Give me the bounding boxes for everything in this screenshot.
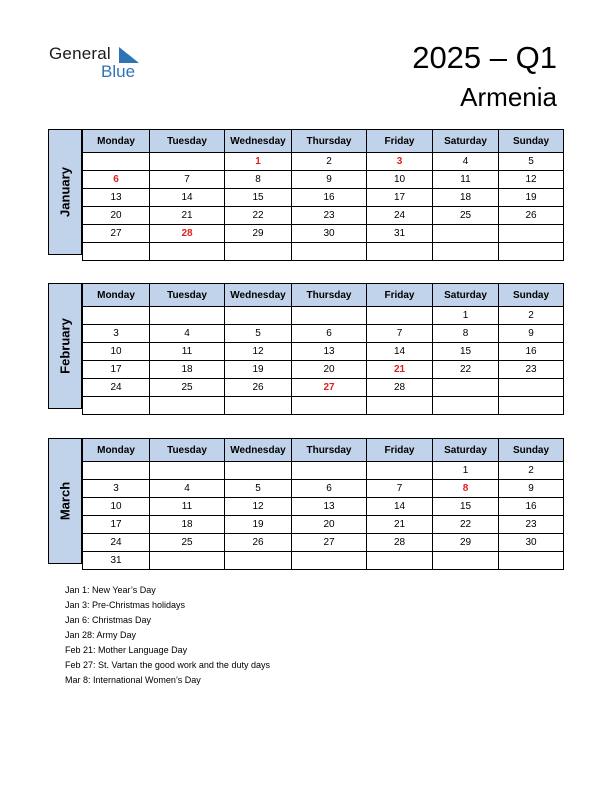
weekday-header: Friday xyxy=(367,439,433,462)
day-cell: 8 xyxy=(433,325,499,343)
day-cell: 18 xyxy=(150,516,225,534)
day-cell xyxy=(433,379,499,397)
day-cell xyxy=(499,397,564,415)
day-cell: 10 xyxy=(83,343,150,361)
day-cell: 24 xyxy=(367,207,433,225)
day-cell: 10 xyxy=(367,171,433,189)
day-cell: 17 xyxy=(83,361,150,379)
day-cell xyxy=(499,552,564,570)
day-cell: 16 xyxy=(499,343,564,361)
day-cell: 28 xyxy=(150,225,225,243)
day-cell xyxy=(367,552,433,570)
weekday-header: Wednesday xyxy=(225,439,292,462)
day-cell xyxy=(292,307,367,325)
weekday-header: Sunday xyxy=(499,130,564,153)
logo-blue-text: Blue xyxy=(101,62,136,81)
week-row xyxy=(83,171,564,189)
day-cell: 30 xyxy=(292,225,367,243)
week-row xyxy=(83,379,564,397)
calendar-table xyxy=(82,438,564,570)
day-cell: 5 xyxy=(225,325,292,343)
day-cell: 15 xyxy=(225,189,292,207)
day-cell: 25 xyxy=(150,379,225,397)
day-cell xyxy=(433,397,499,415)
day-cell xyxy=(433,243,499,261)
weekday-header: Saturday xyxy=(433,439,499,462)
day-cell: 28 xyxy=(367,379,433,397)
week-row xyxy=(83,325,564,343)
day-cell xyxy=(292,397,367,415)
weekday-header: Tuesday xyxy=(150,439,225,462)
day-cell xyxy=(367,243,433,261)
day-cell: 1 xyxy=(225,153,292,171)
day-cell: 24 xyxy=(83,379,150,397)
holiday-note: Jan 1: New Year’s Day xyxy=(65,585,156,595)
day-cell: 16 xyxy=(292,189,367,207)
day-cell: 25 xyxy=(433,207,499,225)
holiday-note: Mar 8: International Women’s Day xyxy=(65,675,201,685)
day-cell: 5 xyxy=(499,153,564,171)
day-cell xyxy=(83,397,150,415)
day-cell: 8 xyxy=(225,171,292,189)
week-row xyxy=(83,498,564,516)
day-cell: 20 xyxy=(292,361,367,379)
weekday-header: Friday xyxy=(367,284,433,307)
day-cell xyxy=(150,397,225,415)
day-cell: 17 xyxy=(83,516,150,534)
day-cell: 11 xyxy=(150,343,225,361)
day-cell xyxy=(367,307,433,325)
day-cell: 3 xyxy=(83,480,150,498)
day-cell xyxy=(292,243,367,261)
page-title: 2025 – Q1 xyxy=(412,40,557,75)
day-cell: 20 xyxy=(292,516,367,534)
holiday-note: Jan 28: Army Day xyxy=(65,630,137,640)
day-cell: 11 xyxy=(150,498,225,516)
day-cell: 14 xyxy=(367,498,433,516)
day-cell: 6 xyxy=(292,480,367,498)
week-row xyxy=(83,343,564,361)
day-cell: 23 xyxy=(292,207,367,225)
day-cell: 19 xyxy=(225,516,292,534)
day-cell: 9 xyxy=(499,325,564,343)
weekday-header: Monday xyxy=(83,130,150,153)
brand-logo xyxy=(49,44,149,84)
day-cell: 17 xyxy=(367,189,433,207)
day-cell: 12 xyxy=(225,498,292,516)
day-cell xyxy=(433,225,499,243)
day-cell: 15 xyxy=(433,498,499,516)
day-cell: 4 xyxy=(150,325,225,343)
day-cell: 28 xyxy=(367,534,433,552)
day-cell: 26 xyxy=(499,207,564,225)
month-label xyxy=(48,438,82,564)
week-row xyxy=(83,480,564,498)
day-cell: 12 xyxy=(499,171,564,189)
day-cell: 27 xyxy=(83,225,150,243)
day-cell xyxy=(225,462,292,480)
logo-triangle-icon xyxy=(119,47,139,63)
calendar-table xyxy=(82,283,564,415)
day-cell: 21 xyxy=(367,361,433,379)
weekday-header: Sunday xyxy=(499,439,564,462)
day-cell: 18 xyxy=(433,189,499,207)
holiday-note: Feb 27: St. Vartan the good work and the duty days xyxy=(65,660,270,670)
day-cell: 21 xyxy=(367,516,433,534)
month-january xyxy=(48,129,563,255)
day-cell: 29 xyxy=(433,534,499,552)
day-cell: 27 xyxy=(292,379,367,397)
weekday-header: Tuesday xyxy=(150,130,225,153)
country-name: Armenia xyxy=(460,82,557,112)
day-cell: 1 xyxy=(433,462,499,480)
day-cell: 7 xyxy=(150,171,225,189)
day-cell: 26 xyxy=(225,534,292,552)
month-label xyxy=(48,129,82,255)
week-row xyxy=(83,189,564,207)
day-cell: 6 xyxy=(292,325,367,343)
day-cell: 9 xyxy=(499,480,564,498)
day-cell xyxy=(150,153,225,171)
day-cell xyxy=(292,552,367,570)
day-cell: 14 xyxy=(150,189,225,207)
day-cell xyxy=(499,225,564,243)
holiday-notes xyxy=(65,583,270,688)
week-row xyxy=(83,243,564,261)
day-cell: 22 xyxy=(433,361,499,379)
day-cell: 13 xyxy=(83,189,150,207)
day-cell: 16 xyxy=(499,498,564,516)
day-cell: 21 xyxy=(150,207,225,225)
day-cell: 19 xyxy=(225,361,292,379)
day-cell xyxy=(150,462,225,480)
week-row xyxy=(83,153,564,171)
month-label-text: January xyxy=(57,167,73,217)
day-cell: 2 xyxy=(499,307,564,325)
calendar-table xyxy=(82,129,564,261)
day-cell: 12 xyxy=(225,343,292,361)
day-cell: 10 xyxy=(83,498,150,516)
day-cell: 4 xyxy=(150,480,225,498)
month-label xyxy=(48,283,82,409)
day-cell xyxy=(367,397,433,415)
day-cell xyxy=(433,552,499,570)
weekday-header: Saturday xyxy=(433,284,499,307)
day-cell: 15 xyxy=(433,343,499,361)
holiday-note: Jan 6: Christmas Day xyxy=(65,615,152,625)
day-cell: 26 xyxy=(225,379,292,397)
day-cell xyxy=(225,552,292,570)
holiday-note: Jan 3: Pre-Christmas holidays xyxy=(65,600,186,610)
week-row xyxy=(83,307,564,325)
day-cell: 9 xyxy=(292,171,367,189)
logo-general-text: General xyxy=(49,44,111,63)
day-cell xyxy=(83,153,150,171)
day-cell xyxy=(499,243,564,261)
day-cell: 23 xyxy=(499,361,564,379)
month-february xyxy=(48,283,563,409)
weekday-header: Wednesday xyxy=(225,130,292,153)
holiday-note: Feb 21: Mother Language Day xyxy=(65,645,188,655)
day-cell: 5 xyxy=(225,480,292,498)
day-cell xyxy=(83,243,150,261)
weekday-header: Monday xyxy=(83,439,150,462)
weekday-header: Sunday xyxy=(499,284,564,307)
day-cell: 22 xyxy=(225,207,292,225)
day-cell: 19 xyxy=(499,189,564,207)
day-cell: 3 xyxy=(367,153,433,171)
day-cell: 30 xyxy=(499,534,564,552)
day-cell: 31 xyxy=(367,225,433,243)
day-cell: 1 xyxy=(433,307,499,325)
week-row xyxy=(83,361,564,379)
day-cell: 31 xyxy=(83,552,150,570)
weekday-header: Friday xyxy=(367,130,433,153)
day-cell: 11 xyxy=(433,171,499,189)
day-cell xyxy=(150,243,225,261)
day-cell: 29 xyxy=(225,225,292,243)
week-row xyxy=(83,397,564,415)
day-cell: 13 xyxy=(292,498,367,516)
day-cell xyxy=(150,552,225,570)
day-cell: 20 xyxy=(83,207,150,225)
day-cell xyxy=(225,397,292,415)
week-row xyxy=(83,207,564,225)
day-cell xyxy=(367,462,433,480)
weekday-header: Saturday xyxy=(433,130,499,153)
day-cell: 2 xyxy=(499,462,564,480)
weekday-header: Wednesday xyxy=(225,284,292,307)
weekday-header: Monday xyxy=(83,284,150,307)
weekday-header: Tuesday xyxy=(150,284,225,307)
weekday-header: Thursday xyxy=(292,284,367,307)
weekday-header: Thursday xyxy=(292,130,367,153)
day-cell: 4 xyxy=(433,153,499,171)
day-cell xyxy=(83,462,150,480)
day-cell: 22 xyxy=(433,516,499,534)
day-cell: 2 xyxy=(292,153,367,171)
week-row xyxy=(83,534,564,552)
day-cell xyxy=(150,307,225,325)
day-cell xyxy=(83,307,150,325)
week-row xyxy=(83,516,564,534)
day-cell: 8 xyxy=(433,480,499,498)
day-cell: 25 xyxy=(150,534,225,552)
day-cell: 6 xyxy=(83,171,150,189)
week-row xyxy=(83,462,564,480)
day-cell: 3 xyxy=(83,325,150,343)
day-cell xyxy=(225,307,292,325)
day-cell: 14 xyxy=(367,343,433,361)
week-row xyxy=(83,552,564,570)
month-label-text: February xyxy=(57,318,73,374)
day-cell: 23 xyxy=(499,516,564,534)
weekday-header: Thursday xyxy=(292,439,367,462)
month-march xyxy=(48,438,563,564)
day-cell xyxy=(225,243,292,261)
month-label-text: March xyxy=(57,481,73,521)
day-cell xyxy=(292,462,367,480)
day-cell: 24 xyxy=(83,534,150,552)
day-cell xyxy=(499,379,564,397)
week-row xyxy=(83,225,564,243)
day-cell: 27 xyxy=(292,534,367,552)
day-cell: 7 xyxy=(367,325,433,343)
day-cell: 13 xyxy=(292,343,367,361)
day-cell: 18 xyxy=(150,361,225,379)
day-cell: 7 xyxy=(367,480,433,498)
